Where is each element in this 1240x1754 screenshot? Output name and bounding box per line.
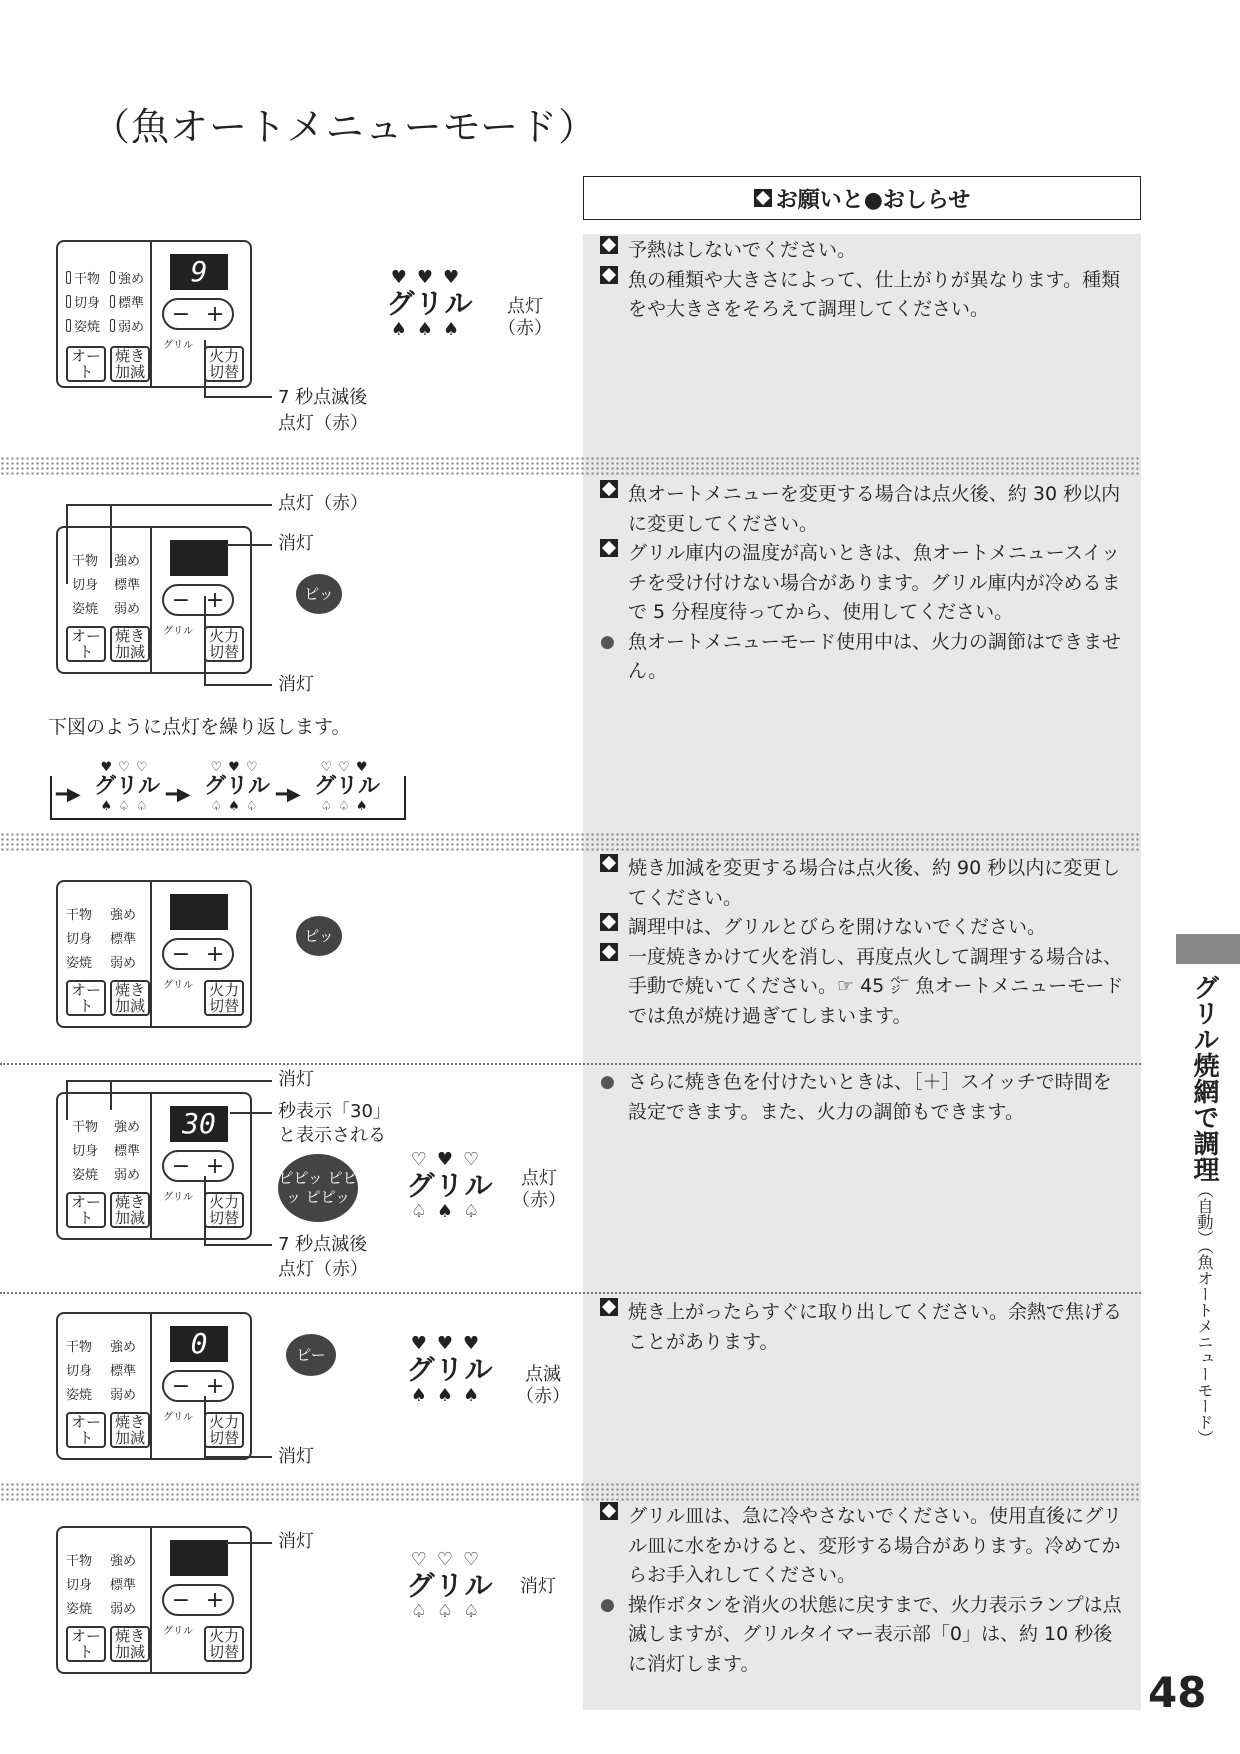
auto-button[interactable]: オート <box>66 980 106 1016</box>
control-panel <box>56 1092 252 1240</box>
cycle-grill: ♡♡♥ グリル ♤♤♠ <box>313 760 380 814</box>
panel-label-yowame: 弱め <box>114 1168 141 1183</box>
note-item: 調理中は、グリルとびらを開けないでください。 <box>600 913 1130 943</box>
note-block <box>600 480 1130 687</box>
cycle-grill: ♡♥♡ グリル ♤♠♤ <box>203 760 270 814</box>
cycle-diagram <box>50 760 410 826</box>
panel-label-kirimi: 切身 <box>72 1144 99 1159</box>
grill-state-label: 消灯 <box>520 1576 556 1597</box>
note-item: 魚の種類や大きさによって、仕上がりが異なります。種類をや大きさをそろえて調理してください。 <box>600 266 1130 325</box>
page-number: 48 <box>1148 1668 1207 1717</box>
note-item: ● 魚オートメニューモード使用中は、火力の調節はできません。 <box>600 628 1130 687</box>
callout-text: 点灯（赤） <box>278 413 368 434</box>
arrow-right-icon: ━▶ <box>166 784 191 805</box>
diamond-icon <box>600 1298 618 1316</box>
leader-line <box>66 1080 68 1120</box>
panel-label-hyoujun: 標準 <box>114 1144 141 1159</box>
leader-line <box>204 1456 272 1458</box>
timer-display <box>170 540 228 576</box>
panel-divider <box>150 1528 152 1672</box>
notes-header-label: お願いと●おしらせ <box>775 187 971 213</box>
beep-bubble: ピッ <box>296 916 342 956</box>
beep-bubble: ピピッ ピピッ ピピッ <box>278 1154 358 1222</box>
section-separator <box>0 832 1141 852</box>
diamond-icon <box>754 189 772 207</box>
callout-text: 消灯 <box>278 1069 314 1090</box>
callout-text: 消灯 <box>278 1446 314 1467</box>
grill-indicator <box>400 1550 500 1622</box>
panel-label-tsuyome: 強め <box>110 908 137 923</box>
flame-icon: ♡♡♡ <box>410 1549 490 1570</box>
callout-text: 点灯（赤） <box>278 493 368 514</box>
grill-indicator <box>400 1334 500 1406</box>
note-block <box>600 1298 1130 1357</box>
leader-line <box>66 504 68 584</box>
panel-label-yowame: 弱め <box>110 1388 137 1403</box>
diamond-icon <box>600 236 618 254</box>
diamond-icon <box>600 1502 618 1520</box>
flame-icon: ♠♠♠ <box>390 319 470 340</box>
flame-icon: ♤♠♤ <box>410 1201 490 1222</box>
note-block <box>600 854 1130 1031</box>
panel-label-sugatayaki: 姿焼 <box>72 1168 99 1183</box>
yaki-kagen-button[interactable]: 焼き加減 <box>110 626 150 662</box>
minus-label: − <box>171 587 191 613</box>
note-item: グリル庫内の温度が高いときは、魚オートメニュースイッチを受け付けない場合があります。グリル庫内が冷めるまで 5 分程度待ってから、使用してください。 <box>600 539 1130 628</box>
hiryoku-button[interactable]: 火力切替 <box>204 1626 244 1662</box>
section-separator <box>0 1063 1141 1065</box>
panel-label-yowame: 弱め <box>110 956 137 971</box>
panel-divider <box>150 1094 152 1238</box>
notes-header <box>583 176 1141 220</box>
beep-bubble: ピー <box>286 1334 336 1376</box>
flame-icon: ♡♥♡ <box>410 1149 490 1170</box>
panel-label-kirimi: 切身 <box>66 1578 93 1593</box>
grill-flame-label: グリル <box>163 626 193 637</box>
diamond-icon <box>600 539 618 557</box>
flame-icon: ♥♥♥ <box>410 1333 490 1354</box>
timer-display <box>170 894 228 930</box>
arrow-right-icon: ━▶ <box>276 784 301 805</box>
plus-minus-switch[interactable] <box>162 298 234 330</box>
diamond-icon <box>600 480 618 498</box>
yaki-kagen-button[interactable]: 焼き加減 <box>110 980 150 1016</box>
beep-bubble: ピッ <box>296 574 342 614</box>
grill-flame-label: グリル <box>163 1626 193 1637</box>
leader-line <box>66 1080 272 1082</box>
grill-flame-label: グリル <box>163 1412 193 1423</box>
grill-indicator <box>380 268 480 340</box>
panel-label-hyoujun: 標準 <box>110 1578 137 1593</box>
diamond-icon <box>600 913 618 931</box>
note-item: グリル皿は、急に冷やさないでください。使用直後にグリル皿に水をかけると、変形する場合があります。冷めてからお手入れしてください。 <box>600 1502 1130 1591</box>
minus-label: − <box>171 301 191 327</box>
note-block <box>600 236 1130 325</box>
panel-divider <box>150 882 152 1026</box>
side-tab <box>1176 934 1240 964</box>
panel-label-hyoujun: 標準 <box>110 292 144 311</box>
leader-line <box>204 1244 272 1246</box>
panel-divider <box>150 242 152 386</box>
note-block <box>600 1502 1130 1679</box>
auto-button[interactable]: オート <box>66 626 106 662</box>
note-item: 焼き加減を変更する場合は点火後、約 90 秒以内に変更してください。 <box>600 854 1130 913</box>
grill-state-label: 点灯 （赤） <box>498 296 552 339</box>
panel-label-hyoujun: 標準 <box>114 578 141 593</box>
yaki-kagen-button[interactable]: 焼き加減 <box>110 346 150 382</box>
leader-line <box>204 340 206 398</box>
panel-label-tsuyome: 強め <box>114 1120 141 1135</box>
callout-text: 7 秒点滅後 <box>278 387 368 408</box>
panel-label-tsuyome: 強め <box>110 1554 137 1569</box>
plus-minus-switch[interactable] <box>162 938 234 970</box>
plus-minus-switch[interactable] <box>162 584 234 616</box>
panel-label-sugatayaki: 姿焼 <box>66 1388 93 1403</box>
note-item: 一度焼きかけて火を消し、再度点火して調理する場合は、手動で焼いてください。☞ 45 ㌻ 魚オートメニューモードでは魚が焼け過ぎてしまいます。 <box>600 943 1130 1032</box>
leader-line <box>226 1542 272 1544</box>
callout-text: 7 秒点滅後 <box>278 1234 368 1255</box>
leader-line <box>204 1176 206 1246</box>
panel-label-tsuyome: 強め <box>110 268 144 287</box>
leader-line <box>204 684 272 686</box>
panel-label-himono: 干物 <box>66 268 100 287</box>
panel-label-tsuyome: 強め <box>110 1340 137 1355</box>
panel-label-hyoujun: 標準 <box>110 1364 137 1379</box>
panel-label-yowame: 弱め <box>114 602 141 617</box>
auto-button[interactable]: オート <box>66 1192 106 1228</box>
hiryoku-button[interactable]: 火力切替 <box>204 1412 244 1448</box>
hiryoku-button[interactable]: 火力切替 <box>204 346 244 382</box>
diamond-icon <box>600 854 618 872</box>
bullet-icon: ● <box>600 1072 615 1092</box>
note-item: ● 操作ボタンを消火の状態に戻すまで、火力表示ランプは点滅しますが、グリルタイマー表示部「0」は、約 10 秒後に消灯します。 <box>600 1591 1130 1680</box>
minus-label: − <box>171 941 191 967</box>
callout-text: 消灯 <box>278 533 314 554</box>
diamond-icon <box>600 943 618 961</box>
panel-label-kirimi: 切身 <box>66 1364 93 1379</box>
note-item: 魚オートメニューを変更する場合は点火後、約 30 秒以内に変更してください。 <box>600 480 1130 539</box>
plus-label: + <box>205 1153 225 1179</box>
panel-label-sugatayaki: 姿焼 <box>66 956 93 971</box>
timer-display <box>170 1540 228 1576</box>
panel-label-himono: 干物 <box>72 554 99 569</box>
callout-text: 秒表示「30」 <box>278 1101 391 1122</box>
side-section-title: グリル焼網で調理（自動）（魚オートメニューモード） <box>1189 974 1219 1446</box>
panel-label-tsuyome: 強め <box>114 554 141 569</box>
panel-label-kirimi: 切身 <box>66 932 93 947</box>
leader-line <box>110 504 112 568</box>
grill-state-label: 点滅 （赤） <box>516 1364 570 1407</box>
bullet-icon: ● <box>600 1594 615 1615</box>
cycle-grill: ♥♡♡ グリル ♠♤♤ <box>93 760 160 814</box>
section-separator <box>0 1292 1141 1294</box>
panel-label-yowame: 弱め <box>110 1602 137 1617</box>
plus-minus-switch[interactable] <box>162 1370 234 1402</box>
panel-label-kirimi: 切身 <box>66 292 100 311</box>
arrow-right-icon: ━▶ <box>56 784 81 805</box>
control-panel <box>56 1526 252 1674</box>
control-panel <box>56 880 252 1028</box>
grill-state-label: 点灯 （赤） <box>512 1168 566 1211</box>
grill-flame-label: グリル <box>163 1192 193 1203</box>
control-panel <box>56 1312 252 1460</box>
grill-word: グリル <box>406 1353 494 1386</box>
leader-line <box>204 396 272 398</box>
callout-text: 消灯 <box>278 1531 314 1552</box>
flame-icon: ♠♠♠ <box>410 1385 490 1406</box>
panel-label-yowame: 弱め <box>110 316 144 335</box>
grill-flame-label: グリル <box>163 340 193 351</box>
plus-minus-switch[interactable] <box>162 1150 234 1182</box>
grill-indicator <box>400 1150 500 1222</box>
control-panel <box>56 240 252 388</box>
page-title: （魚オートメニューモード） <box>92 105 598 149</box>
panel-label-himono: 干物 <box>66 1340 93 1355</box>
leader-line <box>204 596 206 686</box>
panel-label-hyoujun: 標準 <box>110 932 137 947</box>
grill-word: グリル <box>386 287 474 320</box>
panel-label-himono: 干物 <box>66 1554 93 1569</box>
auto-button[interactable]: オート <box>66 1626 106 1662</box>
panel-divider <box>150 1314 152 1458</box>
bullet-icon: ● <box>600 631 615 652</box>
grill-word: グリル <box>406 1169 494 1202</box>
minus-label: − <box>171 1373 191 1399</box>
hiryoku-button[interactable]: 火力切替 <box>204 1192 244 1228</box>
section-separator <box>0 1482 1141 1502</box>
note-item: 焼き上がったらすぐに取り出してください。余熱で焦げることがあります。 <box>600 1298 1130 1357</box>
diamond-icon <box>600 266 618 284</box>
auto-button[interactable]: オート <box>66 346 106 382</box>
plus-label: + <box>205 1373 225 1399</box>
plus-label: + <box>205 1587 225 1613</box>
panel-label-sugatayaki: 姿焼 <box>66 316 100 335</box>
plus-label: + <box>205 587 225 613</box>
plus-minus-switch[interactable] <box>162 1584 234 1616</box>
hiryoku-button[interactable]: 火力切替 <box>204 626 244 662</box>
flame-icon: ♤♤♤ <box>410 1601 490 1622</box>
yaki-kagen-button[interactable]: 焼き加減 <box>110 1412 150 1448</box>
control-panel <box>56 526 252 674</box>
timer-display: 0 <box>170 1326 228 1362</box>
panel-label-himono: 干物 <box>72 1120 99 1135</box>
cycle-caption: 下図のように点灯を繰り返します。 <box>48 716 351 738</box>
panel-label-himono: 干物 <box>66 908 93 923</box>
note-item: 予熱はしないでください。 <box>600 236 1130 266</box>
side-section-subtitle: （自動）（魚オートメニューモード） <box>1195 1182 1214 1446</box>
hiryoku-button[interactable]: 火力切替 <box>204 980 244 1016</box>
grill-word: グリル <box>406 1569 494 1602</box>
callout-text: 消灯 <box>278 674 314 695</box>
grill-flame-label: グリル <box>163 980 193 991</box>
panel-label-sugatayaki: 姿焼 <box>66 1602 93 1617</box>
callout-text: と表示される <box>278 1125 386 1146</box>
auto-button[interactable]: オート <box>66 1412 106 1448</box>
callout-text: 点灯（赤） <box>278 1259 368 1280</box>
leader-line <box>110 1080 112 1110</box>
timer-display: 30 <box>170 1106 228 1142</box>
yaki-kagen-button[interactable]: 焼き加減 <box>110 1192 150 1228</box>
leader-line <box>204 1396 206 1458</box>
note-item: ● さらに焼き色を付けたいときは、［＋］スイッチで時間を設定できます。また、火力の調節もできます。 <box>600 1068 1130 1127</box>
plus-label: + <box>205 941 225 967</box>
panel-label-kirimi: 切身 <box>72 578 99 593</box>
timer-display: 9 <box>170 254 228 290</box>
panel-label-sugatayaki: 姿焼 <box>72 602 99 617</box>
panel-divider <box>150 528 152 672</box>
yaki-kagen-button[interactable]: 焼き加減 <box>110 1626 150 1662</box>
note-block <box>600 1068 1130 1127</box>
minus-label: − <box>171 1153 191 1179</box>
leader-line <box>226 544 272 546</box>
minus-label: − <box>171 1587 191 1613</box>
plus-label: + <box>205 301 225 327</box>
leader-line <box>230 1112 272 1114</box>
section-separator <box>0 456 1141 476</box>
flame-icon: ♥♥♥ <box>390 267 470 288</box>
leader-line <box>66 504 272 506</box>
